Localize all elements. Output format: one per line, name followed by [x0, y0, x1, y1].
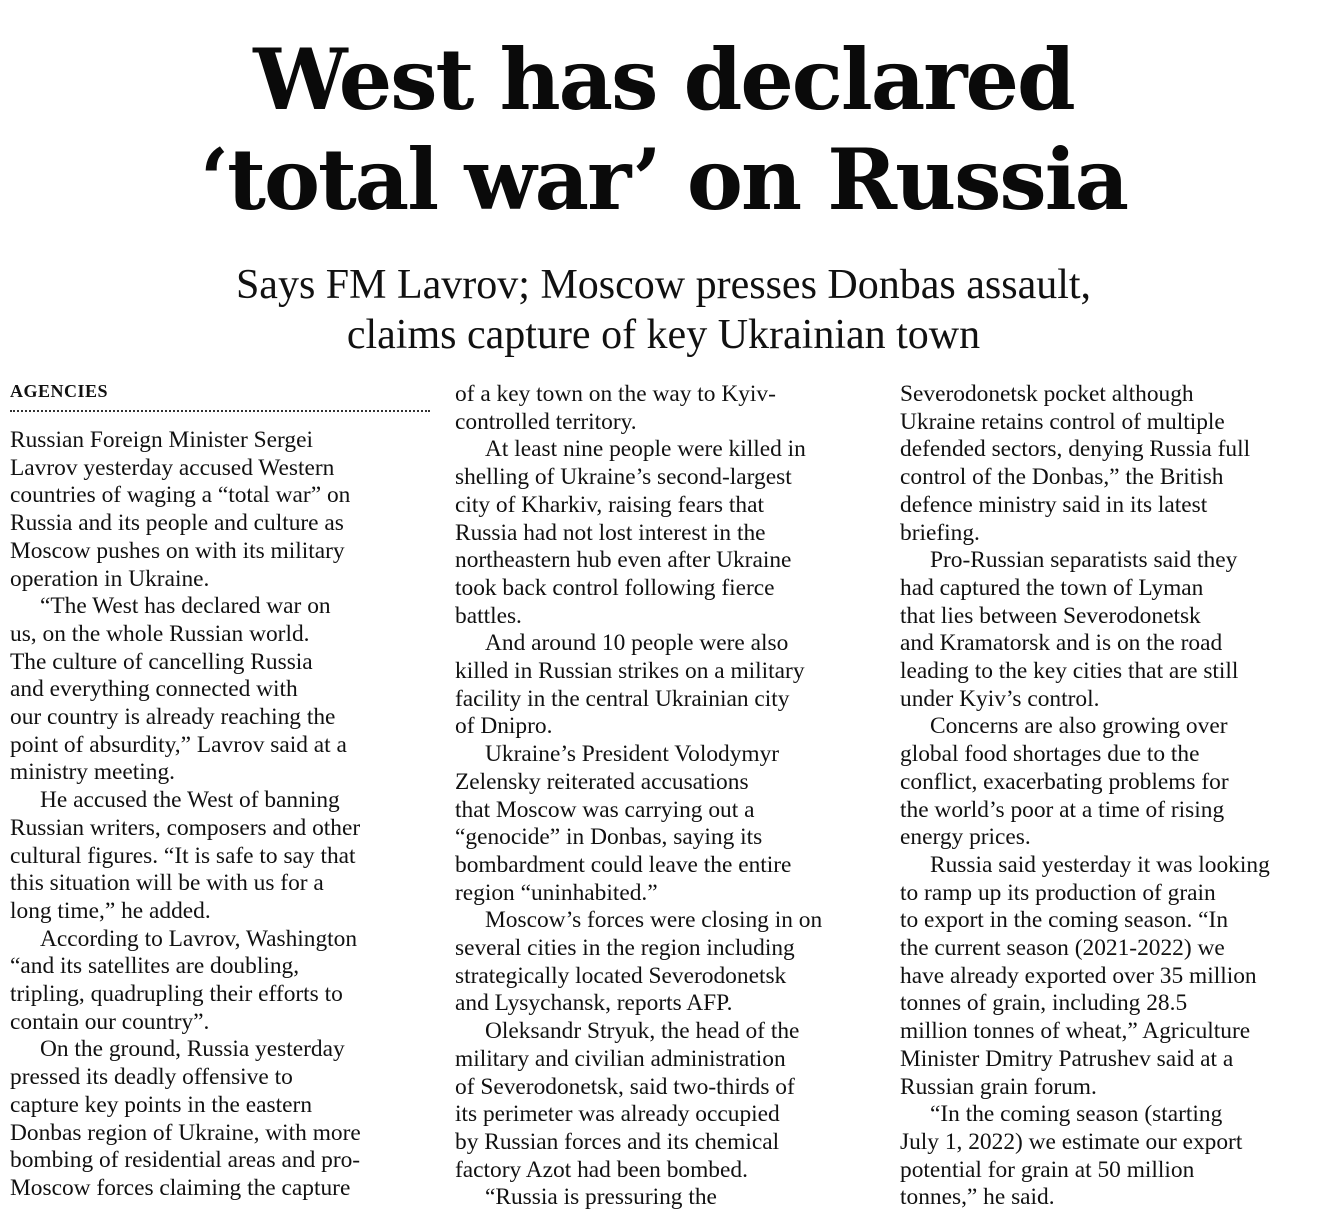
column-line: Ukraine’s President Volodymyr [485, 741, 780, 768]
column-line: have already exported over 35 million [900, 962, 1257, 989]
column-line: tripling, quadrupling their efforts to [10, 981, 343, 1008]
column-line: Moscow pushes on with its military [10, 537, 345, 564]
subheadline [0, 260, 1327, 360]
column-line: Russia had not lost interest in the [455, 519, 766, 546]
column-line: and Lysychansk, reports AFP. [455, 990, 733, 1017]
column-line: northeastern hub even after Ukraine [455, 547, 792, 574]
column-line: its perimeter was already occupied [455, 1101, 780, 1128]
headline-line-2: ‘total war’ on Russia [199, 130, 1128, 229]
headline [0, 30, 1327, 230]
column-line: potential for grain at 50 million [900, 1156, 1195, 1183]
column-line: of Dnipro. [455, 713, 553, 740]
column-line: Lavrov yesterday accused Western [10, 454, 335, 481]
column-line: “Russia is pressuring the [485, 1184, 717, 1211]
column-line: According to Lavrov, Washington [40, 925, 358, 952]
column-line: Minister Dmitry Patrushev said at a [900, 1045, 1234, 1072]
column-line: us, on the whole Russian world. [10, 620, 310, 647]
column-line: The culture of cancelling Russia [10, 648, 313, 675]
column-line: under Kyiv’s control. [900, 685, 1100, 712]
article-column-3 [900, 381, 1327, 1212]
column-line: bombardment could leave the entire [455, 851, 792, 878]
column-line: “genocide” in Donbas, saying its [455, 824, 763, 851]
column-line: cultural figures. “It is safe to say that [10, 842, 356, 869]
column-line: global food shortages due to the [900, 741, 1200, 768]
column-line: control of the Donbas,” the British [900, 464, 1224, 491]
article-column-2 [455, 381, 883, 1212]
column-line: tonnes of grain, including 28.5 [900, 990, 1188, 1017]
column-line: conflict, exacerbating problems for [900, 768, 1229, 795]
column-line: He accused the West of banning [40, 787, 340, 814]
article-column-1 [10, 380, 430, 1203]
column-line: bombing of residential areas and pro- [10, 1147, 361, 1174]
column-line: Oleksandr Stryuk, the head of the [485, 1018, 800, 1045]
column-line: strategically located Severodonetsk [455, 962, 787, 989]
column-line: Russian writers, composers and other [10, 814, 361, 841]
column-line: July 1, 2022) we estimate our export [900, 1128, 1243, 1155]
subheadline-line-1: Says FM Lavrov; Moscow presses Donbas assault, [235, 262, 1092, 308]
column-line: “The West has declared war on [40, 593, 331, 620]
column-line: At least nine people were killed in [485, 436, 806, 463]
column-line: Russian grain forum. [900, 1073, 1097, 1100]
column-line: million tonnes of wheat,” Agriculture [900, 1018, 1251, 1045]
column-line: ministry meeting. [10, 759, 176, 786]
column-line: briefing. [900, 519, 980, 546]
column-line: battles. [455, 602, 522, 629]
column-line: defence ministry said in its latest [900, 491, 1208, 518]
column-line: countries of waging a “total war” on [10, 482, 351, 509]
column-line: had captured the town of Lyman [900, 574, 1204, 601]
byline: AGENCIES [10, 380, 430, 412]
column-line: by Russian forces and its chemical [455, 1128, 780, 1155]
column-line: to export in the coming season. “In [900, 907, 1229, 934]
column-line: On the ground, Russia yesterday [40, 1036, 345, 1063]
column-line: this situation will be with us for a [10, 870, 324, 897]
column-line: Zelensky reiterated accusations [455, 768, 749, 795]
column-line: capture key points in the eastern [10, 1091, 313, 1118]
column-line: and Kramatorsk and is on the road [900, 630, 1223, 657]
column-line: Pro-Russian separatists said they [930, 547, 1238, 574]
column-line: Moscow forces claiming the capture [10, 1174, 351, 1201]
column-line: several cities in the region including [455, 935, 795, 962]
column-line: that lies between Severodonetsk [900, 602, 1201, 629]
column-line: region “uninhabited.” [455, 879, 658, 906]
column-line: facility in the central Ukrainian city [455, 685, 790, 712]
column-line: of a key town on the way to Kyiv- [455, 381, 776, 407]
column-line: shelling of Ukraine’s second-largest [455, 464, 792, 491]
column-line: controlled territory. [455, 408, 637, 435]
column-line: the current season (2021-2022) we [900, 935, 1225, 962]
column-line: tonnes,” he said. [900, 1184, 1055, 1211]
headline-line-1: West has declared [253, 30, 1074, 129]
column-line: Moscow’s forces were closing in on [485, 907, 823, 934]
column-line: that Moscow was carrying out a [455, 796, 755, 823]
column-line: defended sectors, denying Russia full [900, 436, 1251, 463]
column-line: to ramp up its production of grain [900, 879, 1216, 906]
column-line: Russian Foreign Minister Sergei [10, 427, 313, 453]
column-line: leading to the key cities that are still [900, 658, 1239, 685]
column-line: and everything connected with [10, 676, 298, 703]
column-line: pressed its deadly offensive to [10, 1064, 293, 1091]
column-line: military and civilian administration [455, 1045, 786, 1072]
column-line: Concerns are also growing over [930, 713, 1228, 740]
column-line: of Severodonetsk, said two-thirds of [455, 1073, 795, 1100]
column-line: Russia said yesterday it was looking [930, 851, 1270, 878]
column-line: “In the coming season (starting [930, 1101, 1223, 1128]
column-line: Ukraine retains control of multiple [900, 408, 1225, 435]
column-line: energy prices. [900, 824, 1031, 851]
column-line: our country is already reaching the [10, 704, 336, 731]
column-line: operation in Ukraine. [10, 565, 210, 592]
column-line: Russia and its people and culture as [10, 510, 344, 537]
column-line: And around 10 people were also [485, 630, 789, 657]
column-line: point of absurdity,” Lavrov said at a [10, 731, 347, 758]
column-line: factory Azot had been bombed. [455, 1156, 748, 1183]
subheadline-line-2: claims capture of key Ukrainian town [346, 312, 981, 358]
column-line: contain our country”. [10, 1008, 210, 1035]
column-line: the world’s poor at a time of rising [900, 796, 1225, 823]
column-line: killed in Russian strikes on a military [455, 658, 805, 685]
column-line: long time,” he added. [10, 897, 211, 924]
column-line: Donbas region of Ukraine, with more [10, 1119, 361, 1146]
column-line: “and its satellites are doubling, [10, 953, 300, 980]
column-line: took back control following fierce [455, 574, 775, 601]
column-line: city of Kharkiv, raising fears that [455, 491, 764, 518]
column-line: Severodonetsk pocket although [900, 381, 1194, 407]
